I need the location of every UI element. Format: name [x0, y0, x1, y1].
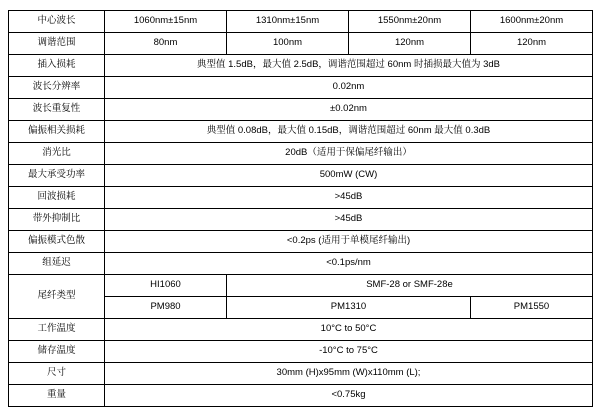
row-label-extinction-ratio: 消光比: [9, 143, 105, 165]
row-label-tuning-range: 调谐范围: [9, 33, 105, 55]
table-row: [9, 231, 593, 253]
table-row: [9, 209, 593, 231]
row-value-out-of-band-rejection: >45dB: [105, 209, 593, 231]
row-label-polarization-dependent-loss: 偏振相关损耗: [9, 121, 105, 143]
row-value-tuning-range: 120nm: [471, 33, 593, 55]
row-value-insertion-loss: 典型值 1.5dB，最大值 2.5dB，调谐范围超过 60nm 时插损最大值为 3dB: [105, 55, 593, 77]
row-value-center-wavelength: 1600nm±20nm: [471, 11, 593, 33]
table-row: [9, 275, 593, 297]
row-value-wavelength-repeatability: ±0.02nm: [105, 99, 593, 121]
row-value-polarization-dependent-loss: 典型值 0.08dB，最大值 0.15dB，调谐范围超过 60nm 最大值 0.3dB: [105, 121, 593, 143]
table-row: [9, 77, 593, 99]
table-row: [9, 385, 593, 407]
row-label-wavelength-resolution: 波长分辨率: [9, 77, 105, 99]
row-label-polarization-mode-dispersion: 偏振模式色散: [9, 231, 105, 253]
row-label-out-of-band-rejection: 带外抑制比: [9, 209, 105, 231]
row-value-tuning-range: 100nm: [227, 33, 349, 55]
table-row: [9, 187, 593, 209]
row-value-center-wavelength: 1060nm±15nm: [105, 11, 227, 33]
row-value-return-loss: >45dB: [105, 187, 593, 209]
row-value-tuning-range: 80nm: [105, 33, 227, 55]
table-row: [9, 143, 593, 165]
row-value-center-wavelength: 1310nm±15nm: [227, 11, 349, 33]
row-value-pigtail-type-row2: PM1550: [471, 297, 593, 319]
row-value-max-power: 500mW (CW): [105, 165, 593, 187]
row-value-wavelength-resolution: 0.02nm: [105, 77, 593, 99]
row-label-dimensions: 尺寸: [9, 363, 105, 385]
row-label-center-wavelength: 中心波长: [9, 11, 105, 33]
row-label-storage-temperature: 储存温度: [9, 341, 105, 363]
table-row: [9, 11, 593, 33]
row-value-dimensions: 30mm (H)x95mm (W)x110mm (L);: [105, 363, 593, 385]
table-row: [9, 253, 593, 275]
table-row: [9, 363, 593, 385]
row-label-group-delay: 组延迟: [9, 253, 105, 275]
row-label-weight: 重量: [9, 385, 105, 407]
row-value-pigtail-type-row1: HI1060: [105, 275, 227, 297]
row-label-wavelength-repeatability: 波长重复性: [9, 99, 105, 121]
row-value-pigtail-type-row1: SMF-28 or SMF-28e: [227, 275, 593, 297]
table-row: [9, 99, 593, 121]
row-label-operating-temperature: 工作温度: [9, 319, 105, 341]
row-value-weight: <0.75kg: [105, 385, 593, 407]
row-value-tuning-range: 120nm: [349, 33, 471, 55]
row-value-operating-temperature: 10°C to 50°C: [105, 319, 593, 341]
row-value-pigtail-type-row2: PM1310: [227, 297, 471, 319]
table-row: [9, 319, 593, 341]
specification-table: [8, 10, 593, 407]
row-label-pigtail-type-row1: 尾纤类型: [9, 275, 105, 319]
row-label-return-loss: 回波损耗: [9, 187, 105, 209]
specification-table-body: [9, 11, 593, 407]
row-value-center-wavelength: 1550nm±20nm: [349, 11, 471, 33]
row-label-insertion-loss: 插入损耗: [9, 55, 105, 77]
table-row: [9, 165, 593, 187]
row-value-storage-temperature: -10°C to 75°C: [105, 341, 593, 363]
table-row: [9, 121, 593, 143]
row-value-polarization-mode-dispersion: <0.2ps (适用于单模尾纤输出): [105, 231, 593, 253]
table-row: [9, 33, 593, 55]
table-row: [9, 341, 593, 363]
row-value-extinction-ratio: 20dB（适用于保偏尾纤输出）: [105, 143, 593, 165]
row-label-max-power: 最大承受功率: [9, 165, 105, 187]
row-value-pigtail-type-row2: PM980: [105, 297, 227, 319]
row-value-group-delay: <0.1ps/nm: [105, 253, 593, 275]
table-row: [9, 55, 593, 77]
